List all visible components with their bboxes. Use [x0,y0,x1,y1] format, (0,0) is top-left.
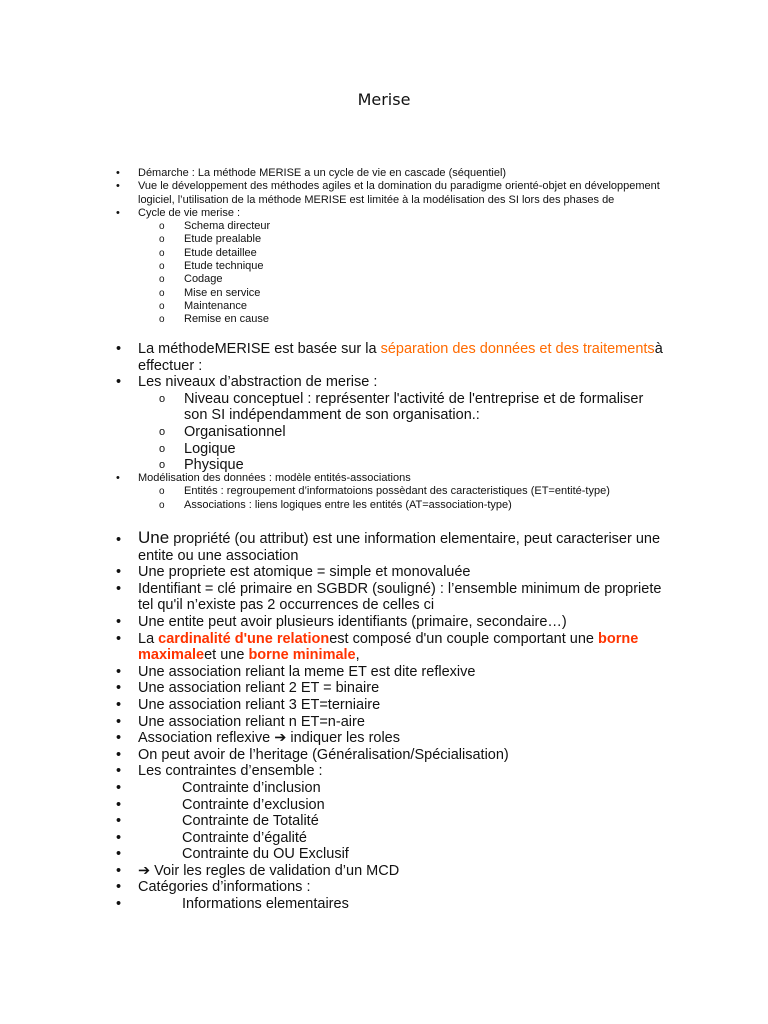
sub-bullet: o [159,486,165,498]
list-item-text: Une propriete est atomique = simple et monovaluée [138,564,471,581]
sub-bullet: o [159,274,165,286]
list-item-text: Vue le développement des méthodes agiles et la domination du paradigme orienté-objet en développement logiciel, l’utilisation de la méthode MERISE est limitée à la modélisation des SI lors des phases de [138,180,660,206]
bullet: • [116,796,122,813]
list-item-text: Remise en cause [184,313,269,326]
list-item-text: Schema directeur [184,220,271,233]
list-item-text: Etude technique [184,260,264,273]
sub-bullet: o [159,247,165,259]
section-data-model [0,472,768,512]
list-item-text: Maintenance [184,299,247,312]
list-item [0,697,768,714]
list-item-text: Contrainte d’exclusion [182,796,325,813]
list-item-text: ➔ Voir les regles de validation d’un MCD [138,862,400,879]
list-item [0,581,768,614]
list-item [0,472,768,485]
list-item-text: Informations elementaires [182,896,349,913]
list-item [0,233,768,246]
list-item-text: Démarche : La méthode MERISE a un cycle de vie en cascade (séquentiel) [138,167,507,179]
list-item-text: Association reflexive ➔ indiquer les roles [138,730,400,747]
list-item-text: Niveau conceptuel : représenter l'activité de l'entreprise et de formaliser son SI indépendamment de son organisation.: [184,390,644,424]
bullet: • [116,896,122,913]
list-item [0,260,768,273]
bullet: • [116,763,122,780]
list-item [0,391,768,424]
highlight-text: cardinalité d'une relation [158,630,330,647]
list-item [0,167,768,180]
list-item-text: On peut avoir de l’heritage (Généralisation/Spécialisation) [138,746,509,763]
list-item [0,247,768,260]
list-item [0,780,768,797]
section-properties [0,530,768,913]
list-item-text: Codage [184,273,223,286]
bullet: • [116,696,122,713]
bullet: • [116,580,122,597]
list-item [0,300,768,313]
sub-bullet: o [159,499,165,511]
bullet: • [116,472,120,484]
list-item-text: La cardinalité d'une relationest composé d'un couple comportant une borne maximaleet une borne minimale, [138,630,639,664]
list-item-text: Associations : liens logiques entre les entités (AT=association-type) [184,498,512,511]
list-item-text: Etude prealable [184,233,262,246]
sub-bullet: o [159,392,166,405]
list-item [0,896,768,913]
bullet: • [116,613,122,630]
list-item-text: Etude detaillee [184,246,257,259]
sub-bullet: o [159,234,165,246]
list-item [0,830,768,847]
list-item-text: Une association reliant 2 ET = binaire [138,680,380,697]
section-lifecycle [0,167,768,327]
bullet: • [116,167,120,179]
list-item [0,485,768,498]
list-item [0,287,768,300]
list-item [0,730,768,747]
list-item [0,424,768,441]
bullet: • [116,206,120,219]
list-item-text: Une propriété (ou attribut) est une information elementaire, peut caracteriser une entite ou une association [138,528,661,564]
list-item-text: Mise en service [184,286,261,299]
list-item [0,879,768,896]
bullet: • [116,180,120,193]
list-item [0,813,768,830]
bullet: • [116,630,122,647]
bullet: • [116,829,122,846]
list-item [0,680,768,697]
page-title: Merise [357,90,411,109]
sub-bullet: o [159,425,166,438]
list-item-text: Contrainte de Totalité [182,813,319,830]
list-item [0,631,768,664]
bullet: • [116,846,122,863]
bullet: • [116,663,122,680]
sub-bullet: o [159,300,165,312]
list-item [0,441,768,458]
list-item-text: Logique [184,440,236,457]
list-item-text: Modélisation des données : modèle entités-associations [138,472,411,484]
list-item-text: Une association reliant 3 ET=terniaire [138,696,381,713]
list-item [0,797,768,814]
list-item-text: Cycle de vie merise : [138,206,241,219]
list-item [0,530,768,564]
highlight-text: séparation des données et des traitements [380,341,655,357]
bullet: • [116,813,122,830]
bullet: • [116,730,122,747]
bullet: • [116,862,122,879]
list-item [0,614,768,631]
bullet: • [116,779,122,796]
sub-bullet: o [159,459,166,472]
list-item [0,220,768,233]
bullet: • [116,680,122,697]
list-item [0,499,768,512]
list-item-text: Une association reliant n ET=n-aire [138,713,365,730]
list-item [0,313,768,326]
list-item-text: Contrainte du OU Exclusif [182,846,349,863]
list-item-text: Contrainte d’égalité [182,829,307,846]
list-item [0,341,768,374]
list-item-text: Une entite peut avoir plusieurs identifiants (primaire, secondaire…) [138,613,567,630]
sub-bullet: o [159,261,165,273]
list-item-text: Entités : regroupement d’informatoions possèdant des caracteristiques (ET=entité-type) [184,485,610,498]
bullet: • [116,879,122,896]
list-item-text: Identifiant = clé primaire en SGBDR (souligné) : l’ensemble minimum de propriete tel qu'il n’existe pas 2 occurrences de celles ci [138,580,662,614]
list-item-text: Les niveaux d’abstraction de merise : [138,374,378,391]
list-item-text: Organisationnel [184,423,286,440]
list-item [0,846,768,863]
list-item-text: La méthodeMERISE est basée sur la séparation des données et des traitementsà effectuer : [138,341,663,374]
list-item-text: Une association reliant la meme ET est dite reflexive [138,663,476,680]
highlight-text: borne maximale [138,630,639,664]
sub-bullet: o [159,442,166,455]
list-item [0,273,768,286]
list-item [0,714,768,731]
bullet: • [116,374,122,391]
bullet: • [116,564,122,581]
list-item [0,863,768,880]
sub-bullet: o [159,287,165,299]
list-item [0,374,768,391]
list-item [0,664,768,681]
bullet: • [116,713,122,730]
section-abstraction [0,341,768,474]
highlight-text: borne minimale [248,647,356,664]
bullet: • [116,746,122,763]
sub-bullet: o [159,314,165,326]
list-item [0,180,768,207]
bullet: • [116,341,122,357]
bullet: • [116,532,122,548]
list-item-text: Physique [184,457,244,474]
list-item-text: Catégories d’informations : [138,879,311,896]
list-item-text: Contrainte d’inclusion [182,779,321,796]
list-item [0,763,768,780]
list-item-text: Les contraintes d’ensemble : [138,763,323,780]
list-item [0,747,768,764]
sub-bullet: o [159,221,165,233]
list-item [0,207,768,220]
list-item [0,564,768,581]
